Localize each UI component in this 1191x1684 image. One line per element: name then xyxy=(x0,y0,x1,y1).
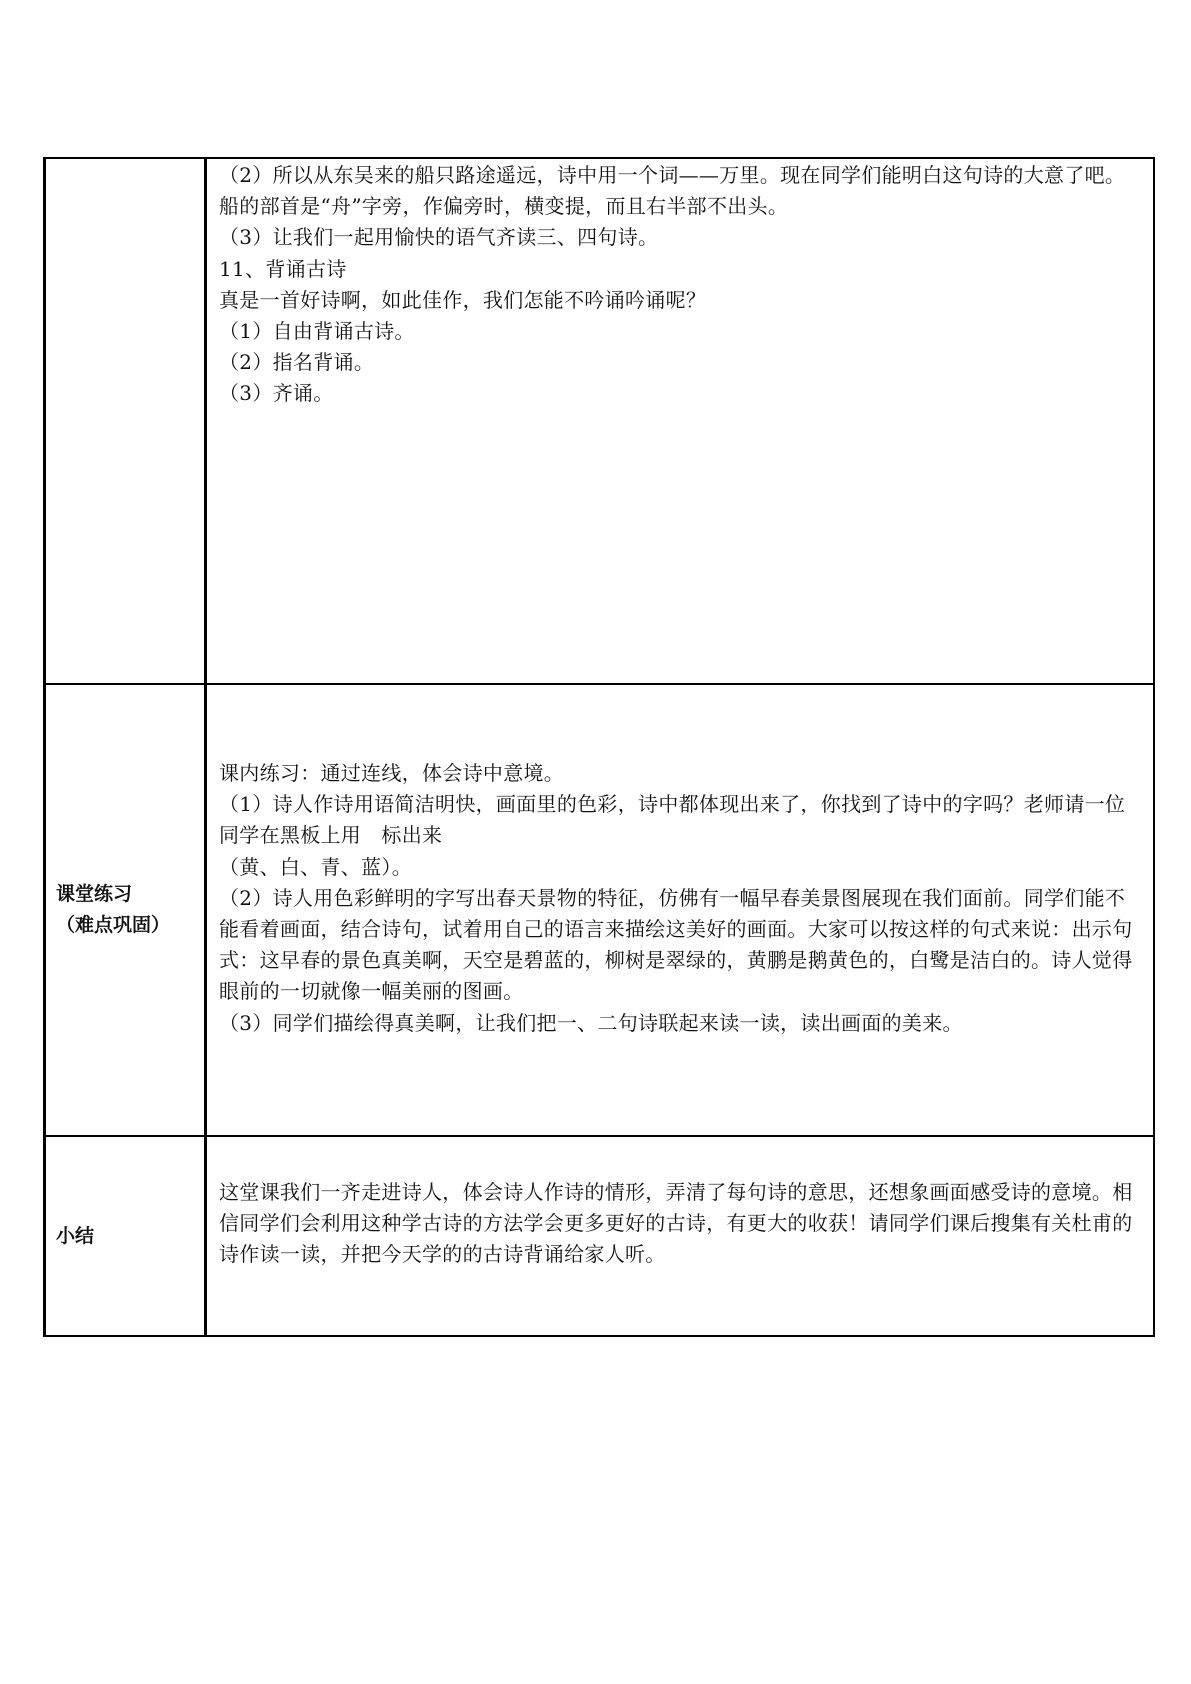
paragraph: （2）诗人用色彩鲜明的字写出春天景物的特征，仿佛有一幅早春美景图展现在我们面前。同学们能不能看着画面，结合诗句，试着用自己的语言来描绘这美好的画面。大家可以按这样的句式来说：出示句式：这早春的景色真美啊，天空是碧蓝的，柳树是翠绿的，黄鹏是鹅黄色的，白鹭是洁白的。诗人觉得眼前的一切就像一幅美丽的图画。 xyxy=(219,885,1133,1004)
row-label-line: 课堂练习 xyxy=(56,883,133,905)
row-content xyxy=(206,1136,1155,1336)
paragraph: （3）齐诵。 xyxy=(219,381,334,406)
table-row xyxy=(45,684,1155,1136)
paragraph: 这堂课我们一齐走进诗人，体会诗人作诗的情形，弄清了每句诗的意思，还想象画面感受诗的意境。相信同学们会利用这种学古诗的方法学会更多更好的古诗，有更大的收获！请同学们课后搜集有关杜甫的诗作读一读，并把今天学的的古诗背诵给家人听。 xyxy=(219,1180,1133,1267)
content-text xyxy=(207,1137,1153,1271)
content-text xyxy=(207,159,1153,410)
paragraph: （1）自由背诵古诗。 xyxy=(219,319,415,344)
row-label-line: 小结 xyxy=(56,1224,95,1247)
row-content xyxy=(206,158,1155,684)
paragraph: （3）同学们描绘得真美啊，让我们把一、二句诗联起来读一读，读出画面的美来。 xyxy=(219,1010,963,1035)
table-row xyxy=(45,1136,1155,1336)
row-label-classroom-practice xyxy=(45,684,206,1136)
paragraph: （2）指名背诵。 xyxy=(219,350,375,375)
paragraph: 真是一首好诗啊，如此佳作，我们怎能不吟诵吟诵呢？ xyxy=(219,287,707,312)
row-label-empty xyxy=(45,158,206,684)
row-label-summary xyxy=(45,1136,206,1336)
row-content xyxy=(206,684,1155,1136)
row-label-line: （难点巩固） xyxy=(56,914,171,936)
paragraph: 船的部首是“舟”字旁，作偏旁时，横变提，而且右半部不出头。 xyxy=(219,194,789,219)
content-text xyxy=(207,685,1153,1039)
table-row xyxy=(45,158,1155,684)
lesson-plan-table xyxy=(43,157,1155,1337)
paragraph: 11、背诵古诗 xyxy=(219,256,347,281)
paragraph: （2）所以从东吴来的船只路途遥远，诗中用一个词——万里。现在同学们能明白这句诗的大意了吧。 xyxy=(219,163,1126,187)
paragraph: （黄、白、青、蓝）。 xyxy=(219,854,412,879)
paragraph: 课内练习：通过连线，体会诗中意境。 xyxy=(219,761,565,785)
paragraph: （1）诗人作诗用语简洁明快，画面里的色彩，诗中都体现出来了，你找到了诗中的字吗？老师请一位同学在黑板上用 标出来 xyxy=(219,792,1126,848)
paragraph: （3）让我们一起用愉快的语气齐读三、四句诗。 xyxy=(219,225,659,250)
